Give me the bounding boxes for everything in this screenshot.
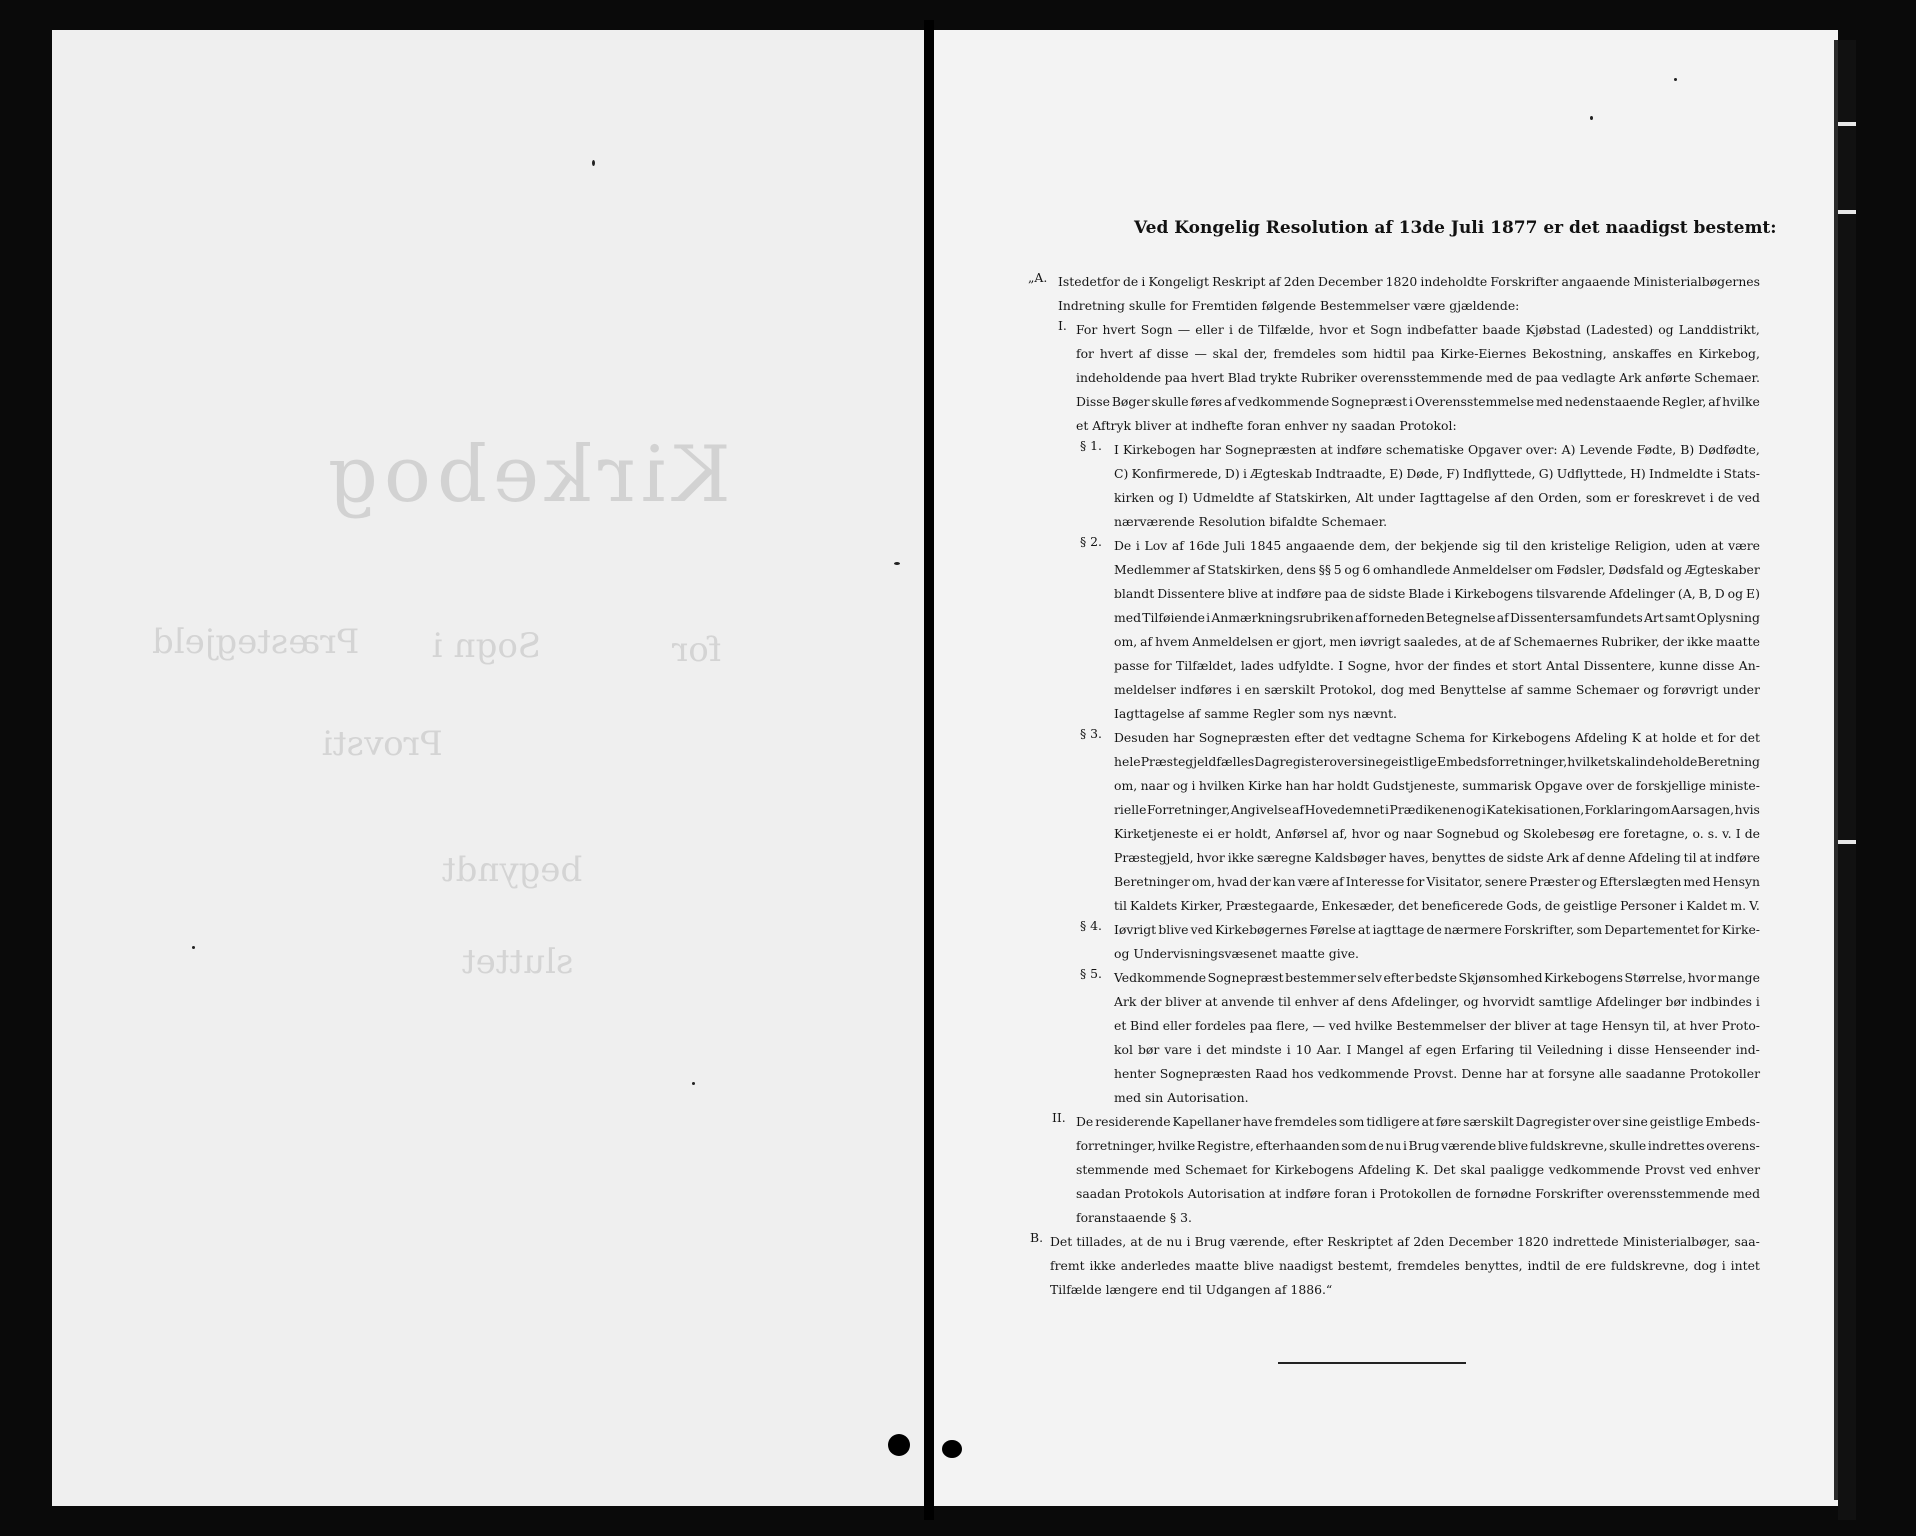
ghost-title: Kirkebog xyxy=(322,430,731,520)
left-page xyxy=(52,30,924,1506)
ink-blot xyxy=(888,1434,910,1456)
text-line: stemmende med Schemaet for Kirkebogens Afdeling K. Det skal paaligge vedkommende Provst ved enhver xyxy=(1076,1162,1760,1177)
text-line: nærværende Resolution bifaldte Schemaer. xyxy=(1114,514,1388,529)
text-line: For hvert Sogn — eller i de Tilfælde, hvor et Sogn indbefatter baade Kjøbstad (Ladested) og Landdistrikt, xyxy=(1076,322,1760,337)
text-line: hele Præstegjeld fælles Dagregister over sine geistlige Embedsforretninger, hvilket skal indeholde Beretning xyxy=(1114,754,1760,769)
text-line: forretninger, hvilke Registre, efterhaanden som de nu i Brug værende blive fuldskrevne, skulle indrettes overens- xyxy=(1076,1138,1760,1153)
section-marker: „A. xyxy=(1028,270,1048,285)
text-line: C) Konfirmerede, D) i Ægteskab Indtraadte, E) Døde, F) Indflyttede, G) Udflyttede, H) Indmeldte i Stats- xyxy=(1114,466,1760,481)
text-line: Medlemmer af Statskirken, dens §§ 5 og 6 omhandlede Anmeldelser om Fødsler, Dødsfald og Ægteskaber xyxy=(1114,562,1760,577)
text-line: et Bind eller fordeles paa flere, — ved hvilke Bestemmelser der bliver at tage Hensyn til, at hver Proto- xyxy=(1114,1018,1760,1033)
text-line: kol bør vare i det mindste i 10 Aar. I Mangel af egen Erfaring til Veiledning i disse Henseender ind- xyxy=(1114,1042,1760,1057)
text-line: Tilfælde længere end til Udgangen af 1886.“ xyxy=(1050,1282,1333,1297)
section-b-text xyxy=(1050,1230,1760,1302)
text-line: til Kaldets Kirker, Præstegaarde, Enkesæder, det beneficerede Gods, de geistlige Personer i Kaldet m. V. xyxy=(1114,898,1760,913)
speck xyxy=(1590,116,1593,120)
text-line: Vedkommende Sognepræst bestemmer selv efter bedste Skjønsomhed Kirkebogens Størrelse, hvor mange xyxy=(1114,970,1760,985)
text-line: henter Sognepræsten Raad hos vedkommende Provst. Denne har at forsyne alle saadanne Protokoller xyxy=(1114,1066,1760,1081)
text-line: Det tillades, at de nu i Brug værende, efter Reskriptet af 2den December 1820 indrettede Ministerialbøger, saa- xyxy=(1050,1234,1760,1249)
text-line: Disse Bøger skulle føres af vedkommende Sognepræst i Overensstemmelse med nedenstaaende Regler, af hvilke xyxy=(1076,394,1760,409)
text-line: Istedetfor de i Kongeligt Reskript af 2den December 1820 indeholdte Forskrifter angaaende Ministerialbøgernes xyxy=(1058,274,1760,289)
text-line: Ark der bliver at anvende til enhver af dens Afdelinger, og hvorvidt samtlige Afdelinger bør indbindes i xyxy=(1114,994,1760,1009)
text-line: Iagttagelse af samme Regler som nys nævnt. xyxy=(1114,706,1397,721)
ghost-line: sluttet xyxy=(462,942,574,982)
section-ii-text xyxy=(1076,1110,1760,1230)
section-marker: § 3. xyxy=(1080,726,1102,741)
speck xyxy=(1674,78,1677,81)
text-line: rielle Forretninger, Angivelse af Hovedemnet i Prædikenen og i Katekisationen, Forklaring om Aarsagen, hvis xyxy=(1114,802,1760,817)
section-marker: I. xyxy=(1058,318,1067,333)
paragraph-4-text xyxy=(1114,918,1760,966)
text-line: Indretning skulle for Fremtiden følgende Bestemmelser være gjældende: xyxy=(1058,298,1520,313)
text-line: foranstaaende § 3. xyxy=(1076,1210,1192,1225)
book-gutter xyxy=(924,20,934,1520)
text-line: med Tilføiende i Anmærkningsrubriken af forneden Betegnelse af Dissentersamfundets Art samt Oplysning xyxy=(1114,610,1760,625)
right-edge-stack xyxy=(1838,40,1856,1520)
section-marker: § 1. xyxy=(1080,438,1102,453)
section-a-text xyxy=(1058,270,1760,318)
speck xyxy=(592,160,595,166)
text-line: Iøvrigt blive ved Kirkebøgernes Førelse at iagttage de nærmere Forskrifter, som Departementet for Kirke- xyxy=(1114,922,1760,937)
text-line: Beretninger om, hvad der kan være af Interesse for Visitator, senere Præster og Efterslægten med Hensyn xyxy=(1114,874,1760,889)
text-line: og Undervisningsvæsenet maatte give. xyxy=(1114,946,1359,961)
text-line: Præstegjeld, hvor ikke særegne Kaldsbøger haves, benyttes de sidste Ark af denne Afdeling til at indføre xyxy=(1114,850,1760,865)
section-marker: § 5. xyxy=(1080,966,1102,981)
text-line: fremt ikke anderledes maatte blive naadigst bestemt, fremdeles benyttes, indtil de ere fuldskrevne, dog i intet xyxy=(1050,1258,1760,1273)
text-line: I Kirkebogen har Sognepræsten at indføre schematiske Opgaver over: A) Levende Fødte, B) Dødfødte, xyxy=(1114,442,1760,457)
ghost-line: Præstegjeld xyxy=(152,622,360,662)
section-marker: § 4. xyxy=(1080,918,1102,933)
text-line: indeholdende paa hvert Blad trykte Rubriker overensstemmende med de paa vedlagte Ark anførte Schemaer. xyxy=(1076,370,1760,385)
text-line: saadan Protokols Autorisation at indføre foran i Protokollen de fornødne Forskrifter overensstemmende med xyxy=(1076,1186,1760,1201)
text-line: om, af hvem Anmeldelsen er gjort, men iøvrigt saaledes, at de af Schemaernes Rubriker, der ikke maatte xyxy=(1114,634,1760,649)
text-line: Kirketjeneste ei er holdt, Anførsel af, hvor og naar Sognebud og Skolebesøg ere foretagne, o. s. v. I de xyxy=(1114,826,1760,841)
section-marker: § 2. xyxy=(1080,534,1102,549)
section-marker: B. xyxy=(1030,1230,1044,1245)
paragraph-3-text xyxy=(1114,726,1760,918)
text-line: om, naar og i hvilken Kirke han har holdt Gudstjeneste, summarisk Opgave over de forskjellige ministe- xyxy=(1114,778,1760,793)
ghost-line: for xyxy=(672,630,722,670)
text-line: med sin Autorisation. xyxy=(1114,1090,1249,1105)
paragraph-5-text xyxy=(1114,966,1760,1110)
ink-blot xyxy=(942,1440,962,1458)
text-line: De i Lov af 16de Juli 1845 angaaende dem, der bekjende sig til den kristelige Religion, uden at være xyxy=(1114,538,1760,553)
paragraph-1-text xyxy=(1114,438,1760,534)
section-i-text xyxy=(1076,318,1760,438)
text-line: kirken og I) Udmeldte af Statskirken, Alt under Iagttagelse af den Orden, som er foreskrevet i de ved xyxy=(1114,490,1760,505)
resolution-heading: Ved Kongelig Resolution af 13de Juli 1877 er det naadigst bestemt: xyxy=(1134,218,1777,238)
speck xyxy=(192,946,195,949)
ghost-line: Provsti xyxy=(322,724,443,764)
section-marker: II. xyxy=(1052,1110,1066,1125)
text-line: et Aftryk bliver at indhefte foran enhver ny saadan Protokol: xyxy=(1076,418,1457,433)
speck xyxy=(894,562,900,565)
ghost-line: Sogn i xyxy=(432,626,542,666)
speck xyxy=(692,1082,695,1085)
text-line: Desuden har Sognepræsten efter det vedtagne Schema for Kirkebogens Afdeling K at holde et for det xyxy=(1114,730,1760,745)
text-line: blandt Dissentere blive at indføre paa de sidste Blade i Kirkebogens tilsvarende Afdelinger (A, B, D og E) xyxy=(1114,586,1760,601)
text-line: for hvert af disse — skal der, fremdeles som hidtil paa Kirke-Eiernes Bekostning, anskaffes en Kirkebog, xyxy=(1076,346,1760,361)
text-line: meldelser indføres i en særskilt Protokol, dog med Benyttelse af samme Schemaer og forøvrigt under xyxy=(1114,682,1760,697)
ghost-line: begyndt xyxy=(442,850,583,890)
text-line: passe for Tilfældet, lades udfyldte. I Sogne, hvor der findes et stort Antal Dissentere, kunne disse An- xyxy=(1114,658,1760,673)
closing-rule xyxy=(1278,1362,1466,1364)
paragraph-2-text xyxy=(1114,534,1760,726)
text-line: De residerende Kapellaner have fremdeles som tidligere at føre særskilt Dagregister over sine geistlige Embeds- xyxy=(1076,1114,1760,1129)
